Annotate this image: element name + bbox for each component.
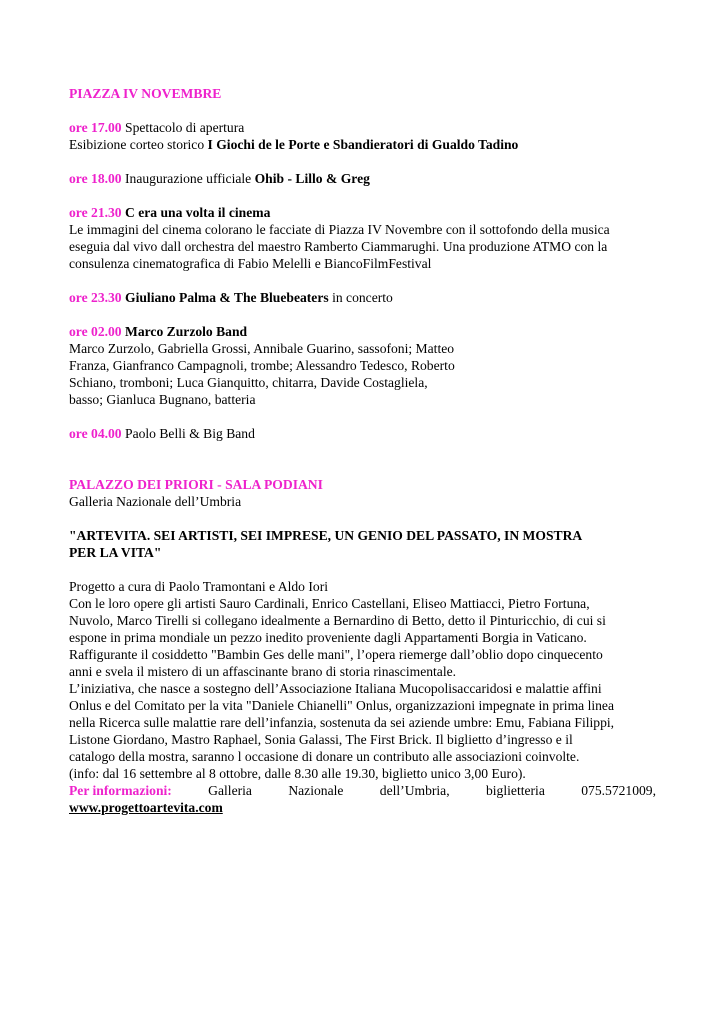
band-members-line: Franza, Gianfranco Campagnoli, trombe; Alessandro Tedesco, Roberto <box>69 358 455 373</box>
exhibition-body-line: catalogo della mostra, saranno l occasione di donare un contributo alle associazioni coinvolte. <box>69 749 580 764</box>
event-2130 <box>69 204 656 221</box>
info-part: biglietteria <box>485 783 545 798</box>
event-1700-detail <box>69 136 656 153</box>
exhibition-body-line: L’iniziativa, che nasce a sostegno dell’Associazione Italiana Mucopolisaccaridosi e malattie affini <box>69 681 602 696</box>
exhibition-body-line: Raffigurante il cosiddetto "Bambin Ges delle mani", l’opera riemerge dall’oblio dopo cinquecento <box>69 647 603 662</box>
event-time: ore 17.00 <box>69 120 122 135</box>
exhibition-title-line: "ARTEVITA. SEI ARTISTI, SEI IMPRESE, UN GENIO DEL PASSATO, IN MOSTRA <box>69 528 583 543</box>
event-performer: Ohib - Lillo & Greg <box>254 171 370 186</box>
info-part: 075.5721009, <box>581 783 656 798</box>
event-text: Inaugurazione ufficiale <box>121 171 255 186</box>
event-2330 <box>69 289 656 306</box>
event-detail-bold: I Giochi de le Porte e Sbandieratori di Gualdo Tadino <box>207 137 519 152</box>
event-text: Spettacolo di apertura <box>121 120 245 135</box>
event-time: ore 02.00 <box>69 324 122 339</box>
exhibition-body-line: Progetto a cura di Paolo Tramontani e Aldo Iori <box>69 579 329 594</box>
event-0200 <box>69 323 656 340</box>
website-link[interactable]: www.progettoartevita.com <box>69 800 223 815</box>
event-title: C era una volta il cinema <box>121 205 271 220</box>
exhibition-body-line: espone in prima mondiale un pezzo inedito proveniente dagli Appartamenti Borgia in Vaticano. <box>69 630 587 645</box>
exhibition-body-line: anni e svela il mistero di un affascinante brano di storia rinascimentale. <box>69 664 457 679</box>
event-time: ore 21.30 <box>69 205 122 220</box>
event-description-line: eseguia dal vivo dall orchestra del maestro Ramberto Ciammarughi. Una produzione ATMO con la <box>69 239 608 254</box>
exhibition-body-line: Onlus e del Comitato per la vita "Daniele Chianelli" Onlus, organizzazioni impegnate in prima linea <box>69 698 615 713</box>
event-description-line: Le immagini del cinema colorano le facciate di Piazza IV Novembre con il sottofondo della musica <box>69 222 610 237</box>
document-page <box>69 85 656 816</box>
event-time: ore 18.00 <box>69 171 122 186</box>
event-performer: Marco Zurzolo Band <box>121 324 248 339</box>
info-part: dell’Umbria, <box>379 783 450 798</box>
exhibition-body-line: Nuvolo, Marco Tirelli si collegano idealmente a Bernardino di Betto, detto il Pinturicchio, di cui si <box>69 613 606 628</box>
website-line <box>69 799 656 816</box>
exhibition-body-line: Con le loro opere gli artisti Sauro Cardinali, Enrico Castellani, Eliseo Mattiacci, Pietro Fortuna, <box>69 596 590 611</box>
info-line <box>69 782 656 799</box>
band-members-line: Marco Zurzolo, Gabriella Grossi, Annibale Guarino, sassofoni; Matteo <box>69 341 455 356</box>
event-description-line: consulenza cinematografica di Fabio Melelli e BiancoFilmFestival <box>69 256 432 271</box>
band-members-line: basso; Gianluca Bugnano, batteria <box>69 392 256 407</box>
event-1800 <box>69 170 656 187</box>
event-detail-text: Esibizione corteo storico <box>69 137 208 152</box>
event-text: Paolo Belli & Big Band <box>121 426 255 441</box>
exhibition-body-line: Listone Giordano, Mastro Raphael, Sonia Galassi, The First Brick. Il biglietto d’ingresso e il <box>69 732 573 747</box>
event-time: ore 23.30 <box>69 290 122 305</box>
event-time: ore 04.00 <box>69 426 122 441</box>
band-members-line: Schiano, tromboni; Luca Gianquitto, chitarra, Davide Costagliela, <box>69 375 428 390</box>
exhibition-body-line: (info: dal 16 settembre al 8 ottobre, dalle 8.30 alle 19.30, biglietto unico 3,00 Euro). <box>69 766 526 781</box>
section-heading-piazza: PIAZZA IV NOVEMBRE <box>69 86 222 101</box>
info-label: Per informazioni: <box>69 783 172 798</box>
event-text: in concerto <box>328 290 393 305</box>
event-performer: Giuliano Palma & The Bluebeaters <box>121 290 329 305</box>
section-subheading: Galleria Nazionale dell’Umbria <box>69 494 242 509</box>
exhibition-body-line: nella Ricerca sulle malattie rare dell’infanzia, sostenuta da sei aziende umbre: Emu, Fabiana Filippi, <box>69 715 615 730</box>
exhibition-title-line: PER LA VITA" <box>69 545 162 560</box>
section-heading-palazzo: PALAZZO DEI PRIORI - SALA PODIANI <box>69 477 323 492</box>
info-part: Nazionale <box>288 783 344 798</box>
event-1700 <box>69 119 656 136</box>
event-0400 <box>69 425 656 442</box>
info-part: Galleria <box>208 783 252 798</box>
